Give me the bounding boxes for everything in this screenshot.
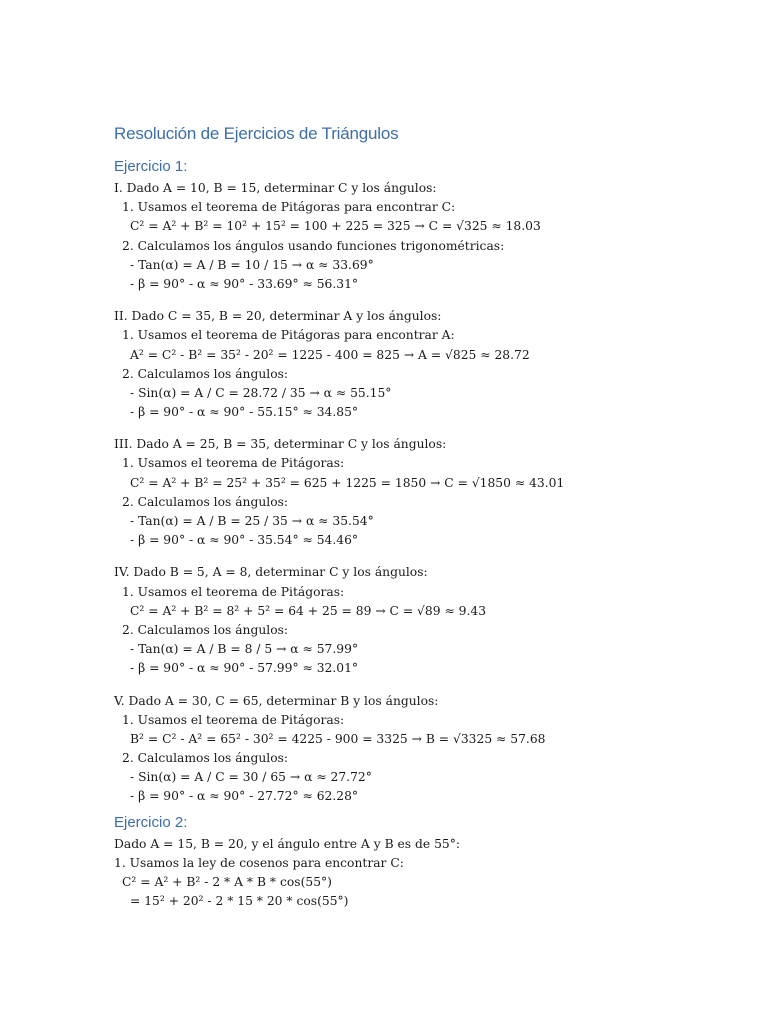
equation: - β = 90° - α ≈ 90° - 55.15° ≈ 34.85°: [130, 405, 359, 420]
equation: - β = 90° - α ≈ 90° - 35.54° ≈ 54.46°: [130, 533, 359, 548]
equation: - Sin(α) = A / C = 30 / 65 → α ≈ 27.72°: [130, 770, 372, 785]
problem-5: [114, 692, 768, 807]
problem-statement: V. Dado A = 30, C = 65, determinar B y los ángulos:: [114, 693, 439, 708]
exercise-2: [114, 814, 768, 912]
equation: - β = 90° - α ≈ 90° - 57.99° ≈ 32.01°: [130, 661, 359, 676]
step-text: 1. Usamos el teorema de Pitágoras:: [122, 584, 345, 599]
equation: - Tan(α) = A / B = 8 / 5 → α ≈ 57.99°: [130, 642, 359, 657]
exercise-1: [114, 158, 768, 807]
problem-4: [114, 563, 768, 678]
equation: - β = 90° - α ≈ 90° - 33.69° ≈ 56.31°: [130, 276, 359, 291]
equation: C² = A² + B² = 8² + 5² = 64 + 25 = 89 → C = √89 ≈ 9.43: [130, 603, 487, 618]
equation: C² = A² + B² = 10² + 15² = 100 + 225 = 325 → C = √325 ≈ 18.03: [130, 219, 541, 234]
step-text: 1. Usamos el teorema de Pitágoras:: [122, 456, 345, 471]
problem-statement: IV. Dado B = 5, A = 8, determinar C y los ángulos:: [114, 565, 428, 580]
step-text: 1. Usamos el teorema de Pitágoras para encontrar A:: [122, 328, 455, 343]
problem-statement: Dado A = 15, B = 20, y el ángulo entre A y B es de 55°:: [114, 836, 461, 851]
step-text: 2. Calculamos los ángulos:: [122, 494, 289, 509]
problem-1: [114, 179, 768, 294]
step-text: 2. Calculamos los ángulos:: [122, 366, 289, 381]
problem-statement: II. Dado C = 35, B = 20, determinar A y los ángulos:: [114, 309, 442, 324]
exercise-2-heading: Ejercicio 2:: [114, 813, 188, 831]
equation: - Tan(α) = A / B = 10 / 15 → α ≈ 33.69°: [130, 257, 374, 272]
problem-statement: I. Dado A = 10, B = 15, determinar C y los ángulos:: [114, 181, 437, 195]
step-text: 2. Calculamos los ángulos:: [122, 751, 289, 766]
equation: B² = C² - A² = 65² - 30² = 4225 - 900 = 3325 → B = √3325 ≈ 57.68: [130, 731, 546, 746]
step-text: 1. Usamos el teorema de Pitágoras:: [122, 712, 345, 727]
problem-statement: III. Dado A = 25, B = 35, determinar C y los ángulos:: [114, 437, 447, 452]
equation: - β = 90° - α ≈ 90° - 27.72° ≈ 62.28°: [130, 789, 359, 804]
problem-2: [114, 307, 768, 422]
step-text: 2. Calculamos los ángulos usando funciones trigonométricas:: [122, 238, 505, 253]
equation: A² = C² - B² = 35² - 20² = 1225 - 400 = 825 → A = √825 ≈ 28.72: [130, 347, 530, 362]
equation: - Sin(α) = A / C = 28.72 / 35 → α ≈ 55.15°: [130, 385, 392, 400]
exercise-1-heading: Ejercicio 1:: [114, 158, 188, 175]
equation: C² = A² + B² = 25² + 35² = 625 + 1225 = 1850 → C = √1850 ≈ 43.01: [130, 475, 565, 490]
document-title: Resolución de Ejercicios de Triángulos: [114, 124, 399, 143]
equation: = 15² + 20² - 2 * 15 * 20 * cos(55°): [130, 894, 349, 909]
step-text: 1. Usamos la ley de cosenos para encontrar C:: [114, 855, 404, 870]
step-text: 2. Calculamos los ángulos:: [122, 622, 289, 637]
equation: - Tan(α) = A / B = 25 / 35 → α ≈ 35.54°: [130, 514, 374, 528]
step-text: 1. Usamos el teorema de Pitágoras para encontrar C:: [122, 200, 456, 215]
problem-3: [114, 435, 768, 550]
equation: C² = A² + B² - 2 * A * B * cos(55°): [122, 875, 332, 889]
